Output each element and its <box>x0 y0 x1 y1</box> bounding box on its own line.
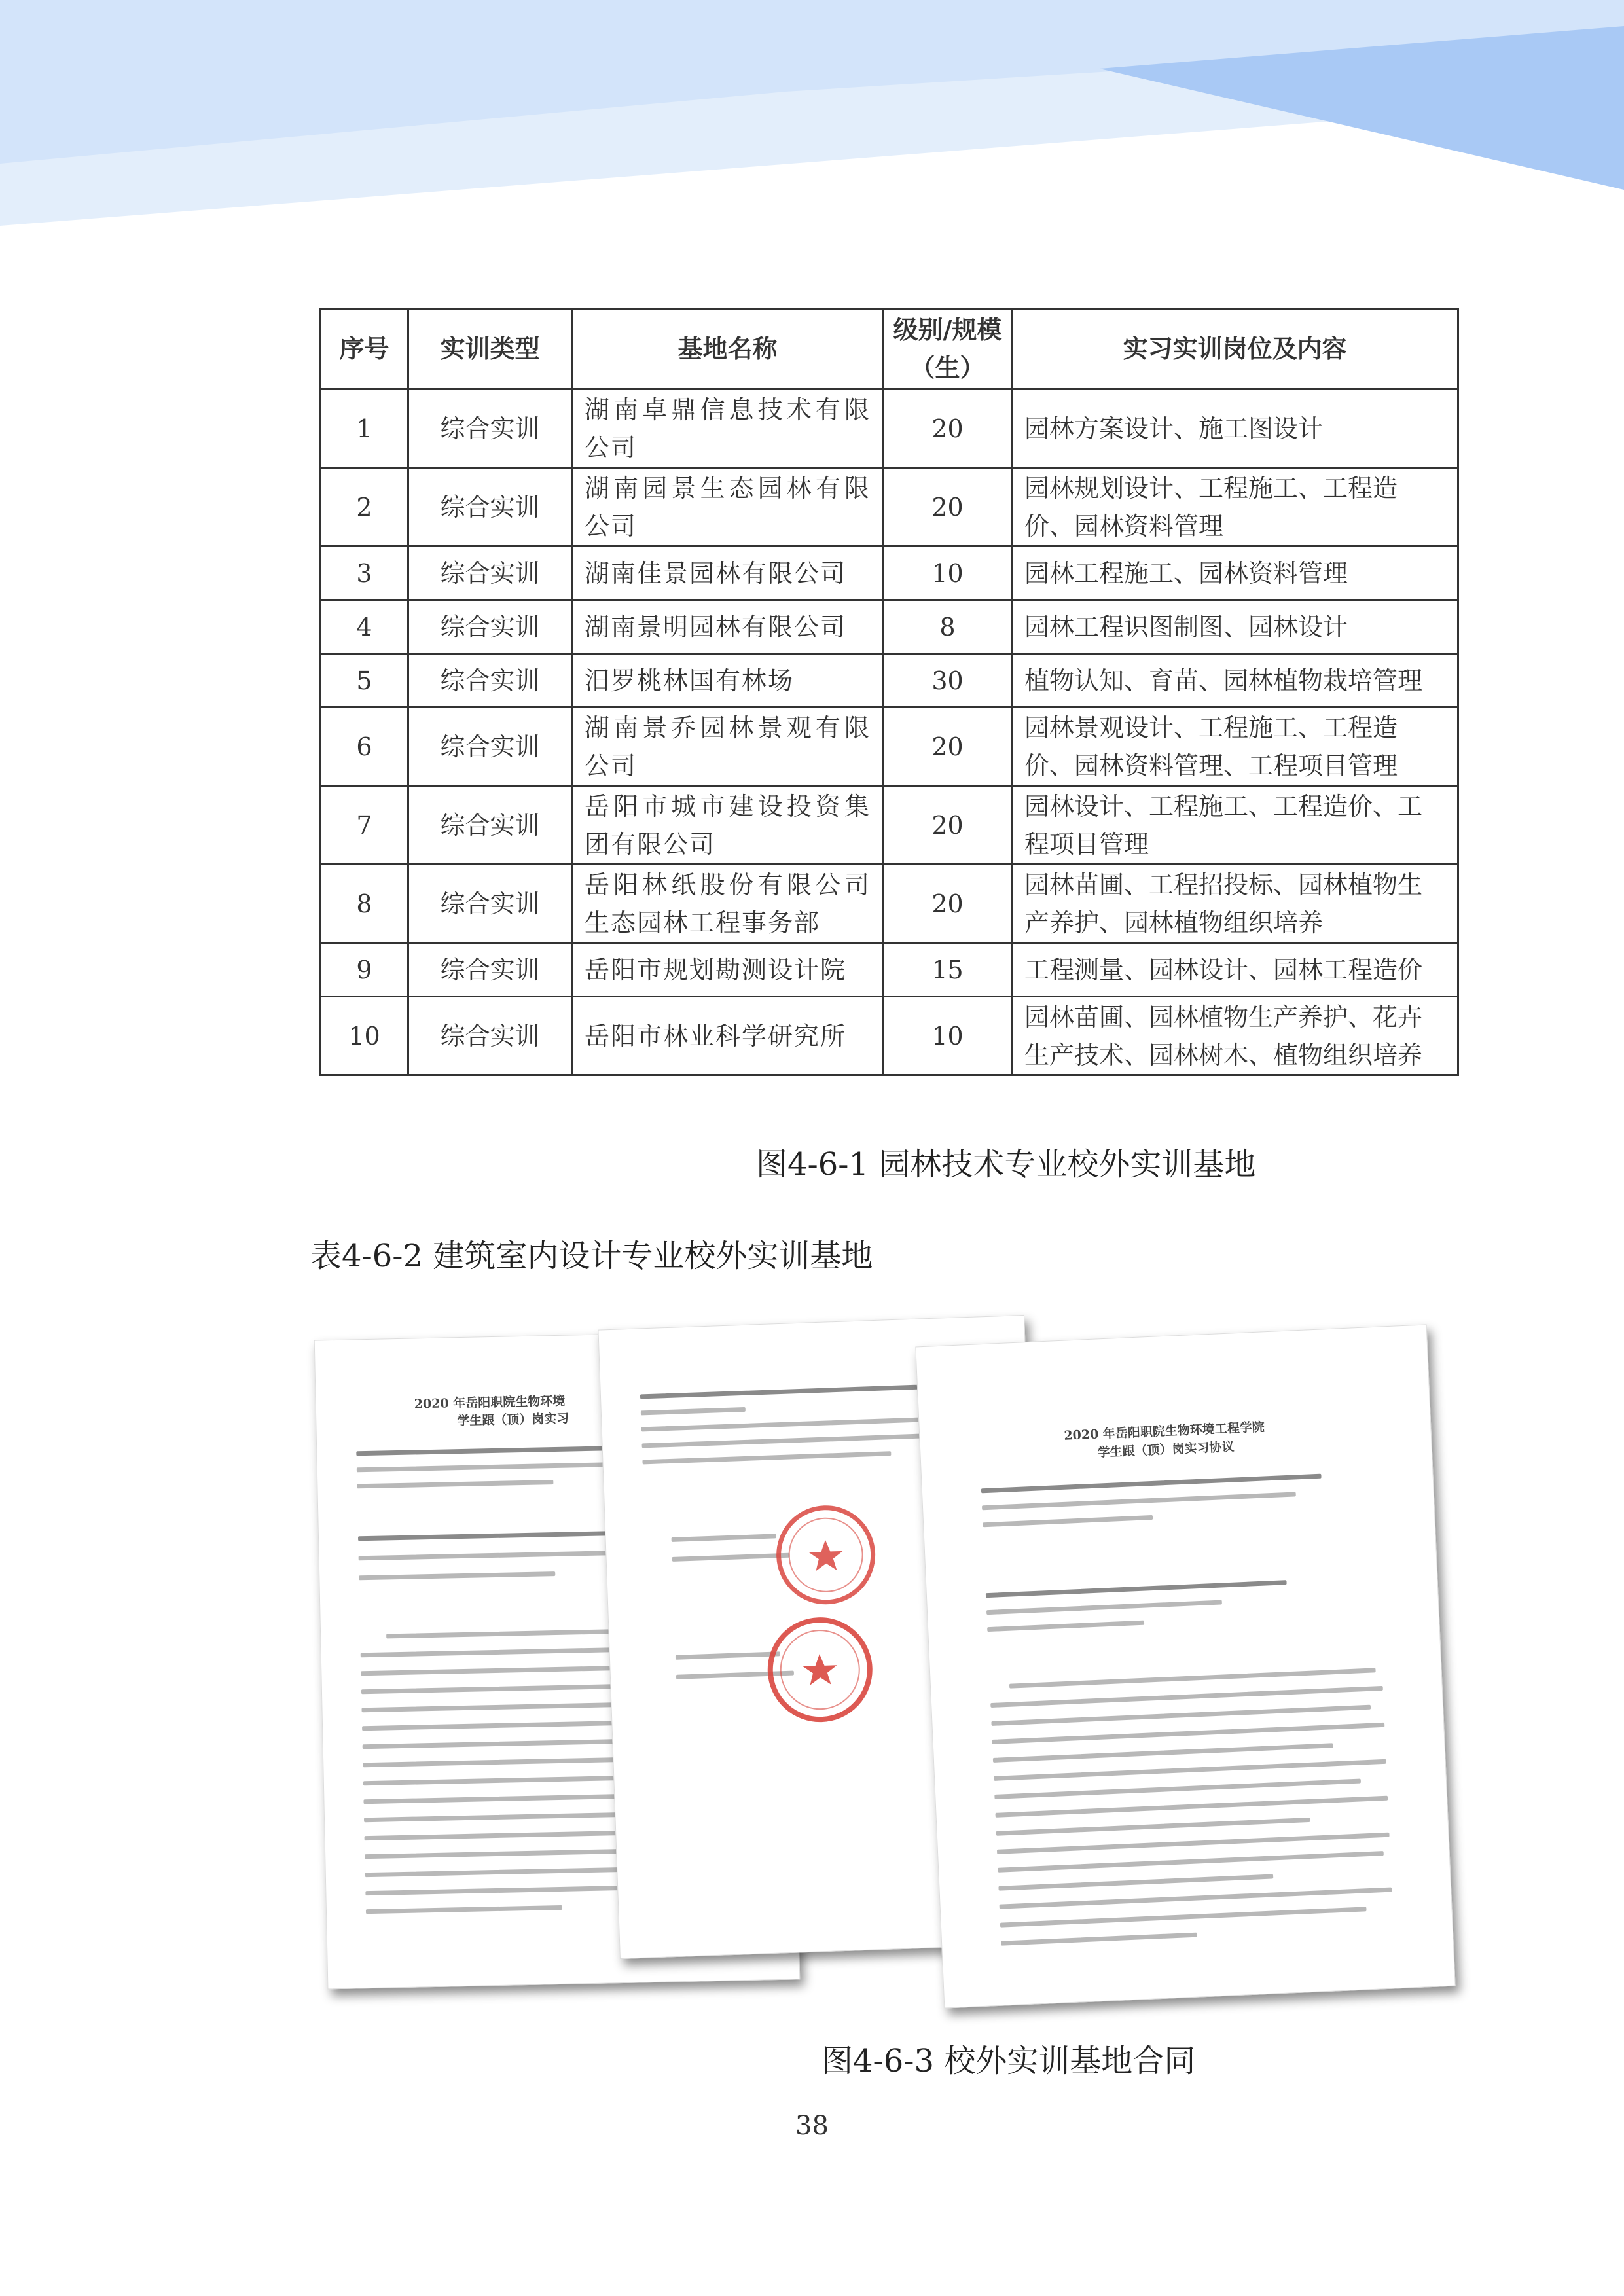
contract-photos <box>308 1309 1466 2003</box>
cell-positions: 工程测量、园林设计、园林工程造价 <box>1012 943 1458 997</box>
cell-index: 2 <box>321 468 408 547</box>
company-seal-icon <box>768 1498 884 1613</box>
cell-positions: 园林工程施工、园林资料管理 <box>1012 547 1458 600</box>
cell-type: 综合实训 <box>408 865 572 943</box>
contract-left-title: 2020 年岳阳职院生物环境 <box>414 1393 566 1412</box>
table-row <box>321 654 1458 708</box>
contract-right-subtitle: 学生跟（顶）岗实习协议 <box>1097 1439 1235 1460</box>
cell-type: 综合实训 <box>408 600 572 654</box>
table-row <box>321 997 1458 1075</box>
cell-base-name: 湖南景乔园林景观有限公司 <box>572 708 884 786</box>
table-row <box>321 389 1458 468</box>
cell-base-name: 湖南佳景园林有限公司 <box>572 547 884 600</box>
cell-positions: 园林工程识图制图、园林设计 <box>1012 600 1458 654</box>
cell-scale: 20 <box>884 786 1012 865</box>
header-training-type: 实训类型 <box>408 309 572 389</box>
table-row <box>321 547 1458 600</box>
cell-type: 综合实训 <box>408 389 572 468</box>
table-header-row <box>321 309 1458 389</box>
contract-left-subtitle: 学生跟（顶）岗实习 <box>457 1411 569 1429</box>
cell-index: 10 <box>321 997 408 1075</box>
table-row <box>321 708 1458 786</box>
header-positions: 实习实训岗位及内容 <box>1012 309 1458 389</box>
header-scale: 级别/规模（生） <box>884 309 1012 389</box>
cell-index: 5 <box>321 654 408 708</box>
cell-type: 综合实训 <box>408 786 572 865</box>
cell-base-name: 湖南景明园林有限公司 <box>572 600 884 654</box>
table-row <box>321 468 1458 547</box>
cell-scale: 20 <box>884 708 1012 786</box>
cell-scale: 20 <box>884 468 1012 547</box>
cell-base-name: 汨罗桃林国有林场 <box>572 654 884 708</box>
cell-positions: 园林方案设计、施工图设计 <box>1012 389 1458 468</box>
cell-scale: 20 <box>884 865 1012 943</box>
cell-type: 综合实训 <box>408 708 572 786</box>
cell-index: 7 <box>321 786 408 865</box>
cell-type: 综合实训 <box>408 547 572 600</box>
table-row <box>321 600 1458 654</box>
header-base-name: 基地名称 <box>572 309 884 389</box>
contract-sheet-right <box>915 1324 1455 2008</box>
school-seal-icon <box>759 1609 881 1731</box>
cell-base-name: 岳阳市城市建设投资集团有限公司 <box>572 786 884 865</box>
cell-scale: 10 <box>884 997 1012 1075</box>
cell-positions: 园林规划设计、工程施工、工程造价、园林资料管理 <box>1012 468 1458 547</box>
cell-type: 综合实训 <box>408 943 572 997</box>
cell-scale: 8 <box>884 600 1012 654</box>
cell-positions: 园林苗圃、园林植物生产养护、花卉生产技术、园林树木、植物组织培养 <box>1012 997 1458 1075</box>
cell-index: 1 <box>321 389 408 468</box>
cell-base-name: 湖南卓鼎信息技术有限公司 <box>572 389 884 468</box>
cell-base-name: 岳阳市林业科学研究所 <box>572 997 884 1075</box>
training-base-table <box>319 308 1459 1076</box>
page-number: 38 <box>795 2111 829 2141</box>
figure-caption-3: 图4-6-3 校外实训基地合同 <box>821 2043 1196 2079</box>
cell-base-name: 湖南园景生态园林有限公司 <box>572 468 884 547</box>
cell-scale: 30 <box>884 654 1012 708</box>
cell-type: 综合实训 <box>408 997 572 1075</box>
cell-index: 4 <box>321 600 408 654</box>
table-caption-2: 表4-6-2 建筑室内设计专业校外实训基地 <box>310 1238 873 1274</box>
cell-type: 综合实训 <box>408 654 572 708</box>
cell-type: 综合实训 <box>408 468 572 547</box>
cell-base-name: 岳阳林纸股份有限公司生态园林工程事务部 <box>572 865 884 943</box>
header-index: 序号 <box>321 309 408 389</box>
cell-index: 8 <box>321 865 408 943</box>
cell-positions: 园林景观设计、工程施工、工程造价、园林资料管理、工程项目管理 <box>1012 708 1458 786</box>
cell-index: 9 <box>321 943 408 997</box>
table-row <box>321 865 1458 943</box>
header-banner <box>0 0 1624 236</box>
cell-scale: 20 <box>884 389 1012 468</box>
figure-caption-1: 图4-6-1 园林技术专业校外实训基地 <box>756 1146 1256 1183</box>
cell-positions: 植物认知、育苗、园林植物栽培管理 <box>1012 654 1458 708</box>
cell-base-name: 岳阳市规划勘测设计院 <box>572 943 884 997</box>
cell-scale: 15 <box>884 943 1012 997</box>
training-base-table-wrap <box>319 308 1457 1076</box>
contract-right-title: 2020 年岳阳职院生物环境工程学院 <box>1063 1420 1265 1443</box>
table-row <box>321 943 1458 997</box>
cell-index: 6 <box>321 708 408 786</box>
cell-index: 3 <box>321 547 408 600</box>
cell-scale: 10 <box>884 547 1012 600</box>
cell-positions: 园林苗圃、工程招投标、园林植物生产养护、园林植物组织培养 <box>1012 865 1458 943</box>
cell-positions: 园林设计、工程施工、工程造价、工程项目管理 <box>1012 786 1458 865</box>
table-row <box>321 786 1458 865</box>
